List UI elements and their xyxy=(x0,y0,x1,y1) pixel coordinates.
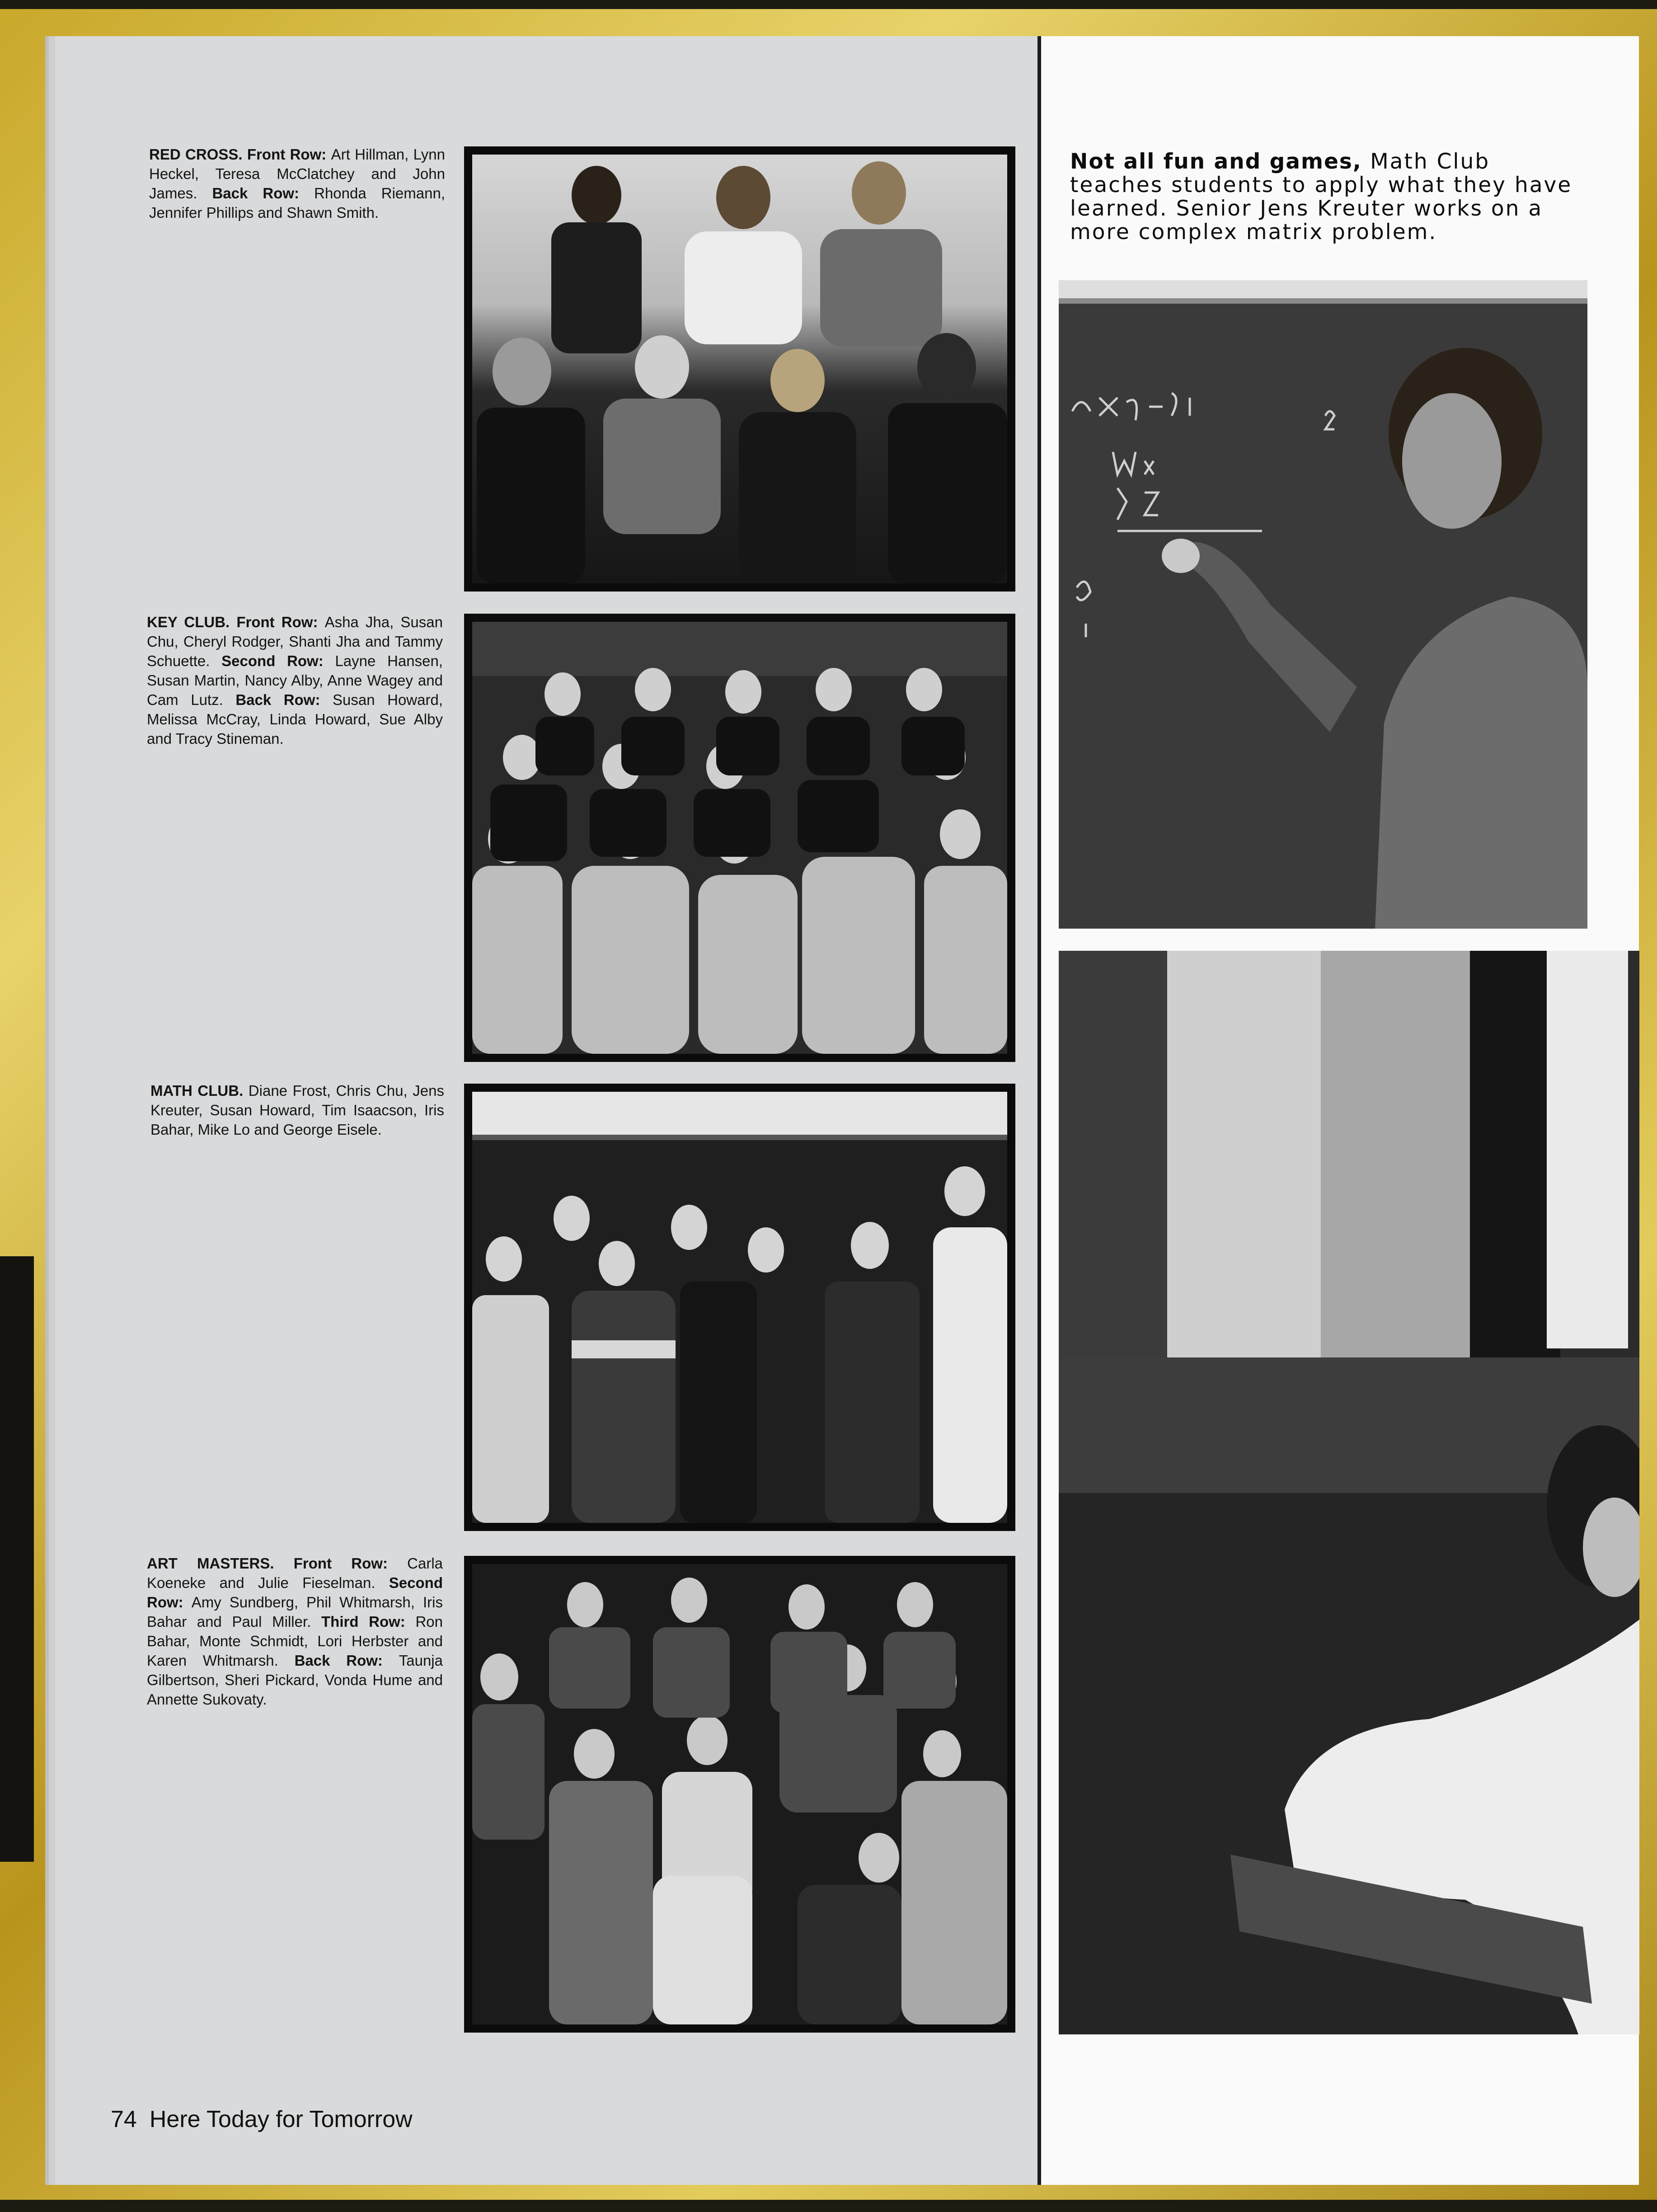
scan-edge-top xyxy=(0,0,1657,9)
caption-text: Math Club teaches students to apply what they have learned. Senior Jens Kreuter works on a more complex matrix problem. xyxy=(1070,149,1573,244)
photo-red-cross xyxy=(464,146,1015,592)
row-label: Front Row: xyxy=(247,146,331,163)
row-names: Amy Sundberg, Phil Whitmarsh, Iris Bahar and Paul Miller. xyxy=(147,1594,443,1630)
page-gutter xyxy=(1037,36,1041,2185)
row-names: Susan Howard, Melissa McCray, Linda Howard, Sue Alby and Tracy Stineman. xyxy=(147,691,443,747)
row-names: Ron Bahar, Monte Schmidt, Lori Herbster and Karen Whitmarsh. xyxy=(147,1613,443,1669)
group-photo-graphic xyxy=(472,155,1007,583)
row-names: Taunja Gilbertson, Sheri Pickard, Vonda Hume and Annette Sukovaty. xyxy=(147,1652,443,1708)
chalkboard-photo-graphic xyxy=(1059,280,1587,929)
photo-key-club xyxy=(464,614,1015,1062)
photo-hallway-student xyxy=(1059,951,1639,2034)
row-names: Layne Hansen, Susan Martin, Nancy Alby, Anne Wagey and Cam Lutz. xyxy=(147,653,443,708)
row-label: Back Row: xyxy=(235,691,333,708)
caption-math-club-feature xyxy=(1070,150,1585,244)
photo-math-club xyxy=(464,1084,1015,1531)
group-photo-graphic xyxy=(472,1092,1007,1523)
caption-heading: KEY CLUB. xyxy=(147,614,237,630)
row-names: Art Hillman, Lynn Heckel, Teresa McClatchey and John James. xyxy=(149,146,445,202)
caption-art-masters xyxy=(147,1554,443,1709)
row-label: Back Row: xyxy=(294,1652,399,1669)
caption-heading: ART MASTERS. xyxy=(147,1555,294,1572)
photo-chalkboard-student xyxy=(1059,280,1587,929)
group-photo-graphic xyxy=(472,1564,1007,2024)
row-label: Front Row: xyxy=(236,614,325,630)
row-names: Asha Jha, Susan Chu, Cheryl Rodger, Shanti Jha and Tammy Schuette. xyxy=(147,614,443,669)
caption-heading: RED CROSS. xyxy=(149,146,247,163)
section-title: Here Today for Tomorrow xyxy=(149,2106,413,2132)
page-number: 74 xyxy=(111,2106,137,2132)
row-names: Carla Koeneke and Julie Fieselman. xyxy=(147,1555,443,1591)
row-names: Rhonda Riemann, Jennifer Phillips and Shawn Smith. xyxy=(149,185,446,221)
row-label: Second Row: xyxy=(221,653,335,669)
row-label: Front Row: xyxy=(293,1555,408,1572)
page-folio xyxy=(111,2106,413,2133)
scan-edge-bottom xyxy=(0,2200,1657,2212)
caption-key-club xyxy=(147,612,443,748)
row-label: Second Row: xyxy=(147,1574,443,1611)
caption-math-club xyxy=(150,1081,444,1139)
group-photo-graphic xyxy=(472,622,1007,1054)
scan-edge-left xyxy=(0,1256,34,1862)
row-label: Back Row: xyxy=(212,185,315,202)
row-label: Third Row: xyxy=(321,1613,416,1630)
row-names: Diane Frost, Chris Chu, Jens Kreuter, Susan Howard, Tim Isaacson, Iris Bahar, Mike Lo and George Eisele. xyxy=(150,1082,444,1138)
caption-heading: MATH CLUB. xyxy=(150,1082,249,1099)
caption-lead: Not all fun and games, xyxy=(1070,149,1371,174)
hallway-photo-graphic xyxy=(1059,951,1639,2034)
photo-art-masters xyxy=(464,1556,1015,2033)
caption-red-cross xyxy=(149,145,445,222)
